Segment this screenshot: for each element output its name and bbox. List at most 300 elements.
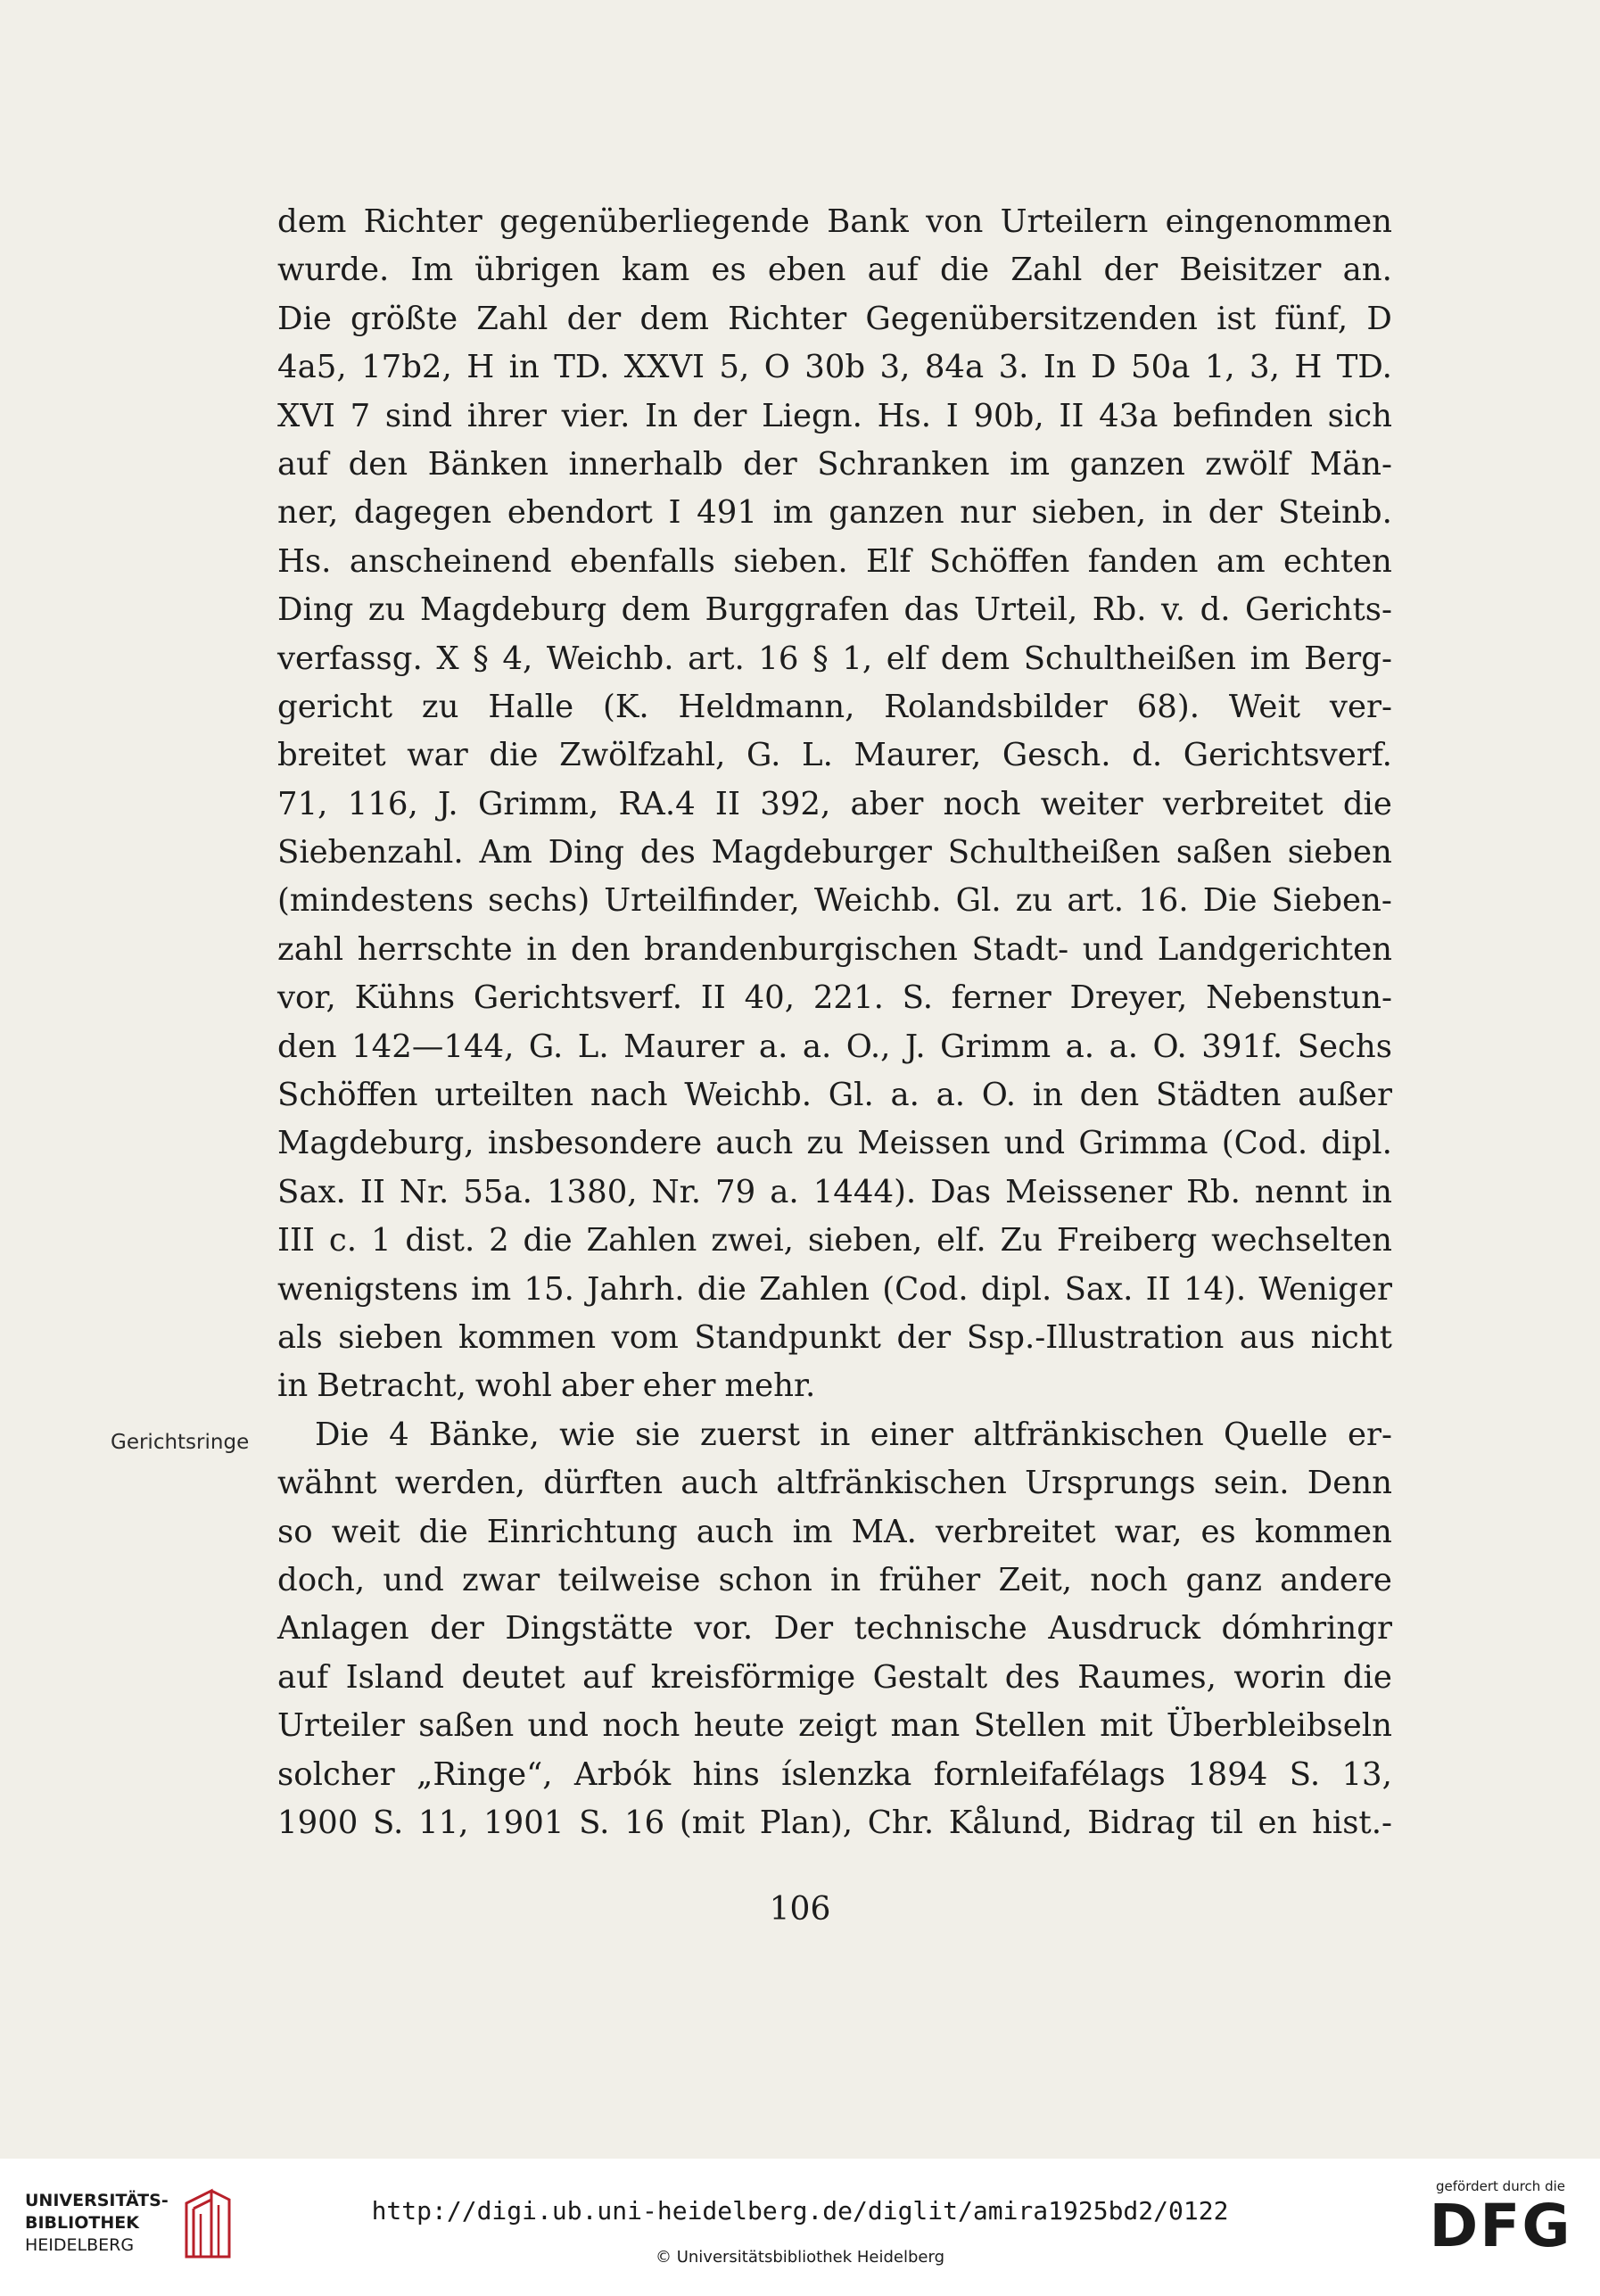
word: O. <box>981 1077 1017 1114</box>
word: der <box>692 397 747 434</box>
word: nach <box>590 1077 668 1114</box>
word: anscheinend <box>349 542 552 580</box>
word: Rb. <box>1186 1173 1241 1210</box>
word: das <box>903 591 960 629</box>
word: zuerst <box>699 1416 800 1453</box>
word: den <box>570 930 631 968</box>
word: Schultheißen <box>947 834 1161 871</box>
text-line <box>277 246 1392 294</box>
word: Nr. <box>651 1173 702 1210</box>
word: im <box>471 1270 512 1308</box>
word: eher <box>642 1367 716 1405</box>
word: „Ringe“, <box>416 1755 553 1793</box>
word: verfassg. <box>277 640 423 677</box>
word: und <box>383 1561 444 1598</box>
library-name-line: HEIDELBERG <box>25 2234 135 2255</box>
word: Schöffen <box>928 542 1070 580</box>
word: ner, <box>277 494 339 532</box>
word: Elf <box>866 542 911 580</box>
word: in <box>1361 1173 1392 1210</box>
word: des <box>639 834 696 871</box>
word: Grimma <box>1078 1125 1208 1162</box>
word: Raumes, <box>1077 1658 1216 1696</box>
word: verbreitet <box>1162 785 1324 822</box>
word: § <box>812 640 829 677</box>
word: elf. <box>936 1222 986 1259</box>
word: es <box>711 252 746 289</box>
word: Einrichtung <box>486 1513 678 1550</box>
word: 40, <box>744 979 796 1017</box>
word: Maurer <box>623 1028 745 1065</box>
word: war, <box>1114 1513 1183 1550</box>
word: sieben. <box>733 542 848 580</box>
word: II <box>1059 397 1085 434</box>
funder-block <box>1423 2178 1579 2259</box>
word: von <box>926 203 984 240</box>
text-line <box>277 1702 1392 1750</box>
word: aber <box>850 785 924 822</box>
word: ver- <box>1329 688 1392 725</box>
word: am <box>1216 542 1266 580</box>
word: 50a <box>1131 349 1191 386</box>
word: Gegenübersitzenden <box>865 300 1198 337</box>
word: Grimm <box>940 1028 1052 1065</box>
word: die <box>489 737 539 774</box>
word: nennt <box>1254 1173 1348 1210</box>
word: Dreyer, <box>1069 979 1188 1017</box>
text-line <box>277 926 1392 974</box>
word: zahl <box>277 930 344 968</box>
word: 90b, <box>973 397 1044 434</box>
word: heute <box>693 1707 785 1745</box>
word: nicht <box>1310 1318 1392 1356</box>
library-name-line: UNIVERSITÄTS- <box>25 2190 169 2210</box>
word: auf <box>277 445 329 483</box>
text-line <box>277 1169 1392 1217</box>
word: noch <box>602 1707 680 1745</box>
word: § <box>473 640 489 677</box>
text-line <box>277 780 1392 829</box>
word: hist.- <box>1312 1804 1392 1841</box>
word: 15. <box>524 1270 574 1308</box>
word: sieben <box>338 1318 443 1356</box>
word: Weniger <box>1258 1270 1392 1308</box>
word: Schöffen <box>277 1077 418 1114</box>
word: Quelle <box>1224 1416 1328 1453</box>
word: 392, <box>760 785 831 822</box>
word: Ssp.-Illustration <box>966 1318 1225 1356</box>
word: ganzen <box>829 494 944 532</box>
word: Zahlen <box>759 1270 870 1308</box>
text-line <box>277 1654 1392 1702</box>
word: außer <box>1298 1077 1392 1114</box>
word: Magdeburger <box>711 834 932 871</box>
word: ebendort <box>507 494 653 532</box>
word: S. <box>1289 1755 1321 1793</box>
word: vor. <box>694 1610 754 1648</box>
word: sie <box>635 1416 680 1453</box>
word: c. <box>328 1222 358 1259</box>
text-line <box>277 441 1392 489</box>
word: O <box>763 349 790 386</box>
word: 142—144, <box>351 1028 515 1065</box>
word: 68). <box>1136 688 1200 725</box>
page-number: 106 <box>769 1891 831 1928</box>
word: im <box>1249 640 1291 677</box>
word: verbreitet <box>935 1513 1096 1550</box>
word: 1900 <box>277 1804 359 1841</box>
word: gegenüberliegende <box>499 203 810 240</box>
word: wähnt <box>277 1465 377 1502</box>
word: zu <box>367 591 406 629</box>
word: Burggrafen <box>705 591 890 629</box>
word: Meissener <box>1005 1173 1173 1210</box>
word: a. <box>890 1077 920 1114</box>
word: Gerichtsverf. <box>473 979 683 1017</box>
word: Berg- <box>1304 640 1392 677</box>
text-line <box>277 198 1392 246</box>
word: Urteil, <box>974 591 1078 629</box>
word: Hs. <box>877 397 932 434</box>
word: altfränkischen <box>973 1416 1204 1453</box>
word: zu <box>421 688 459 725</box>
word: auf <box>277 1658 329 1696</box>
word: dagegen <box>353 494 492 532</box>
word: dürften <box>543 1465 664 1502</box>
word: 30b <box>804 349 866 386</box>
word: innerhalb <box>568 445 723 483</box>
word: der <box>743 445 797 483</box>
word: sind <box>384 397 453 434</box>
word: Freiberg <box>1056 1222 1198 1259</box>
word: andere <box>1280 1561 1392 1598</box>
word: die <box>523 1222 573 1259</box>
body-text <box>277 198 1392 1847</box>
word: 2 <box>489 1222 509 1259</box>
word: 3, <box>1249 349 1280 386</box>
text-line <box>277 1266 1392 1314</box>
word: wenigstens <box>277 1270 458 1308</box>
word: die <box>418 1513 468 1550</box>
word: in <box>1161 494 1193 532</box>
text-line <box>277 343 1392 392</box>
word: Meissen <box>857 1125 991 1162</box>
word: Steinb. <box>1278 494 1392 532</box>
word: 1894 <box>1187 1755 1268 1793</box>
word: Städten <box>1155 1077 1282 1114</box>
word: und <box>1082 930 1144 968</box>
word: 3, <box>879 349 911 386</box>
word: ganz <box>1185 1561 1262 1598</box>
word: Die <box>277 300 332 337</box>
word: S. <box>373 1804 404 1841</box>
word: 79 <box>715 1173 756 1210</box>
word: Liegn. <box>762 397 862 434</box>
word: Nr. <box>399 1173 449 1210</box>
word: insbesondere <box>487 1125 703 1162</box>
word: íslenzka <box>781 1755 912 1793</box>
word: übrigen <box>474 252 600 289</box>
word: a. <box>770 1173 799 1210</box>
word: 1, <box>842 640 873 677</box>
text-line <box>277 392 1392 441</box>
word: II <box>700 979 726 1017</box>
word: der <box>430 1610 484 1648</box>
word: Das <box>930 1173 992 1210</box>
text-line <box>277 1314 1392 1362</box>
word: ferner <box>951 979 1052 1017</box>
word: Ding <box>548 834 625 871</box>
footer-bar <box>0 2159 1600 2296</box>
word: Nebenstun- <box>1206 979 1392 1017</box>
word: Jahrh. <box>587 1270 685 1308</box>
word: O. <box>1152 1028 1187 1065</box>
word: Sax. <box>277 1173 346 1210</box>
word: die <box>940 252 990 289</box>
word: Überbleibseln <box>1166 1707 1392 1745</box>
permalink-url[interactable]: http://digi.ub.uni-heidelberg.de/diglit/amira1925bd2/0122 <box>371 2196 1229 2226</box>
word: Gesch. <box>1002 737 1111 774</box>
word: Richter <box>363 203 482 240</box>
word: zwei, <box>711 1222 794 1259</box>
text-line <box>277 1605 1392 1653</box>
word: und <box>527 1707 589 1745</box>
word: doch, <box>277 1561 366 1598</box>
word: den <box>348 445 408 483</box>
word: den <box>1079 1077 1140 1114</box>
word: D <box>1091 349 1117 386</box>
text-line <box>277 683 1392 731</box>
word: In <box>1043 349 1076 386</box>
word: teilweise <box>557 1561 701 1598</box>
word: Zu <box>1000 1222 1043 1259</box>
word: 116, <box>347 785 418 822</box>
word: J. <box>437 785 458 822</box>
word: deutet <box>461 1658 565 1696</box>
text-line <box>277 1411 1392 1459</box>
word: auf <box>582 1658 634 1696</box>
word: 4, <box>502 640 533 677</box>
word: L. <box>577 1028 609 1065</box>
word: Chr. <box>867 1804 935 1841</box>
word: im <box>792 1513 833 1550</box>
word: elf <box>886 640 928 677</box>
text-line <box>277 1508 1392 1557</box>
word: technische <box>854 1610 1027 1648</box>
word: Stellen <box>973 1707 1086 1745</box>
word: urteilten <box>434 1077 574 1114</box>
word: Bank <box>827 203 909 240</box>
text-line <box>277 1071 1392 1119</box>
word: art. <box>688 640 745 677</box>
word: 391f. <box>1201 1028 1283 1065</box>
word: in <box>820 1416 851 1453</box>
word: der <box>566 300 622 337</box>
word: der <box>1208 494 1263 532</box>
word: H <box>1294 349 1323 386</box>
word: und <box>1003 1125 1066 1162</box>
word: Island <box>345 1658 445 1696</box>
word: O., <box>845 1028 891 1065</box>
word: eben <box>767 252 846 289</box>
word: d. <box>1132 737 1163 774</box>
word: Rb. <box>1092 591 1147 629</box>
word: Die <box>1202 882 1258 920</box>
word: herrschte <box>357 930 513 968</box>
copyright-note: © Universitätsbibliothek Heidelberg <box>655 2248 944 2267</box>
word: es <box>1200 1513 1236 1550</box>
word: echten <box>1283 542 1392 580</box>
text-line <box>277 295 1392 343</box>
text-line <box>277 1023 1392 1071</box>
word: in <box>277 1367 309 1405</box>
text-line <box>277 1459 1392 1507</box>
word: III <box>277 1222 316 1259</box>
word: den <box>277 1028 337 1065</box>
word: (mindestens <box>277 882 474 920</box>
word: TD. <box>554 349 610 386</box>
word: fünf, <box>1274 300 1348 337</box>
word: Bidrag <box>1087 1804 1196 1841</box>
word: sich <box>1327 397 1392 434</box>
word: vor, <box>277 979 336 1017</box>
word: RA.4 <box>618 785 696 822</box>
word: einer <box>870 1416 953 1453</box>
word: kommen <box>1254 1513 1392 1550</box>
word: kreisförmige <box>650 1658 856 1696</box>
word: 11, <box>417 1804 469 1841</box>
word: sieben, <box>1031 494 1147 532</box>
word: er- <box>1347 1416 1392 1453</box>
word: zeigt <box>798 1707 878 1745</box>
word: 16. <box>1138 882 1189 920</box>
word: man <box>890 1707 961 1745</box>
word: fanden <box>1087 542 1199 580</box>
word: X <box>436 640 459 677</box>
text-line <box>277 1751 1392 1799</box>
word: Am <box>479 834 532 871</box>
word: (Cod. <box>882 1270 969 1308</box>
word: brandenburgischen <box>644 930 958 968</box>
word: Weit <box>1228 688 1301 725</box>
word: XVI <box>277 397 335 434</box>
word: saßen <box>1175 834 1272 871</box>
word: Urteilern <box>1000 203 1149 240</box>
dfg-logo[interactable]: DFG <box>1429 2192 1572 2260</box>
word: weit <box>331 1513 400 1550</box>
word: Gerichts- <box>1245 591 1392 629</box>
text-line <box>277 877 1392 925</box>
word: Halle <box>488 688 574 725</box>
word: Magdeburg, <box>277 1125 474 1162</box>
word: 3. <box>998 349 1029 386</box>
word: Kühns <box>354 979 456 1017</box>
word: Bänken <box>427 445 549 483</box>
word: dem <box>277 203 347 240</box>
word: 14). <box>1183 1270 1247 1308</box>
word: I <box>945 397 959 434</box>
word: a. <box>802 1028 832 1065</box>
word: so <box>277 1513 313 1550</box>
word: als <box>277 1318 323 1356</box>
word: altfränkischen <box>776 1465 1007 1502</box>
word: solcher <box>277 1755 395 1793</box>
word: sieben <box>1287 834 1392 871</box>
word: Bänke, <box>428 1416 540 1453</box>
word: Beisitzer <box>1179 252 1322 289</box>
word: an. <box>1342 252 1392 289</box>
word: sieben, <box>807 1222 923 1259</box>
word: Ding <box>277 591 354 629</box>
word: in <box>526 930 557 968</box>
word: art. <box>1067 882 1125 920</box>
word: kommen <box>458 1318 597 1356</box>
word: Landgerichten <box>1157 930 1392 968</box>
word: til <box>1209 1804 1243 1841</box>
word: 7 <box>350 397 371 434</box>
word: II <box>359 1173 385 1210</box>
word: Zahl <box>1010 252 1083 289</box>
word: in <box>508 349 540 386</box>
word: wechselten <box>1211 1222 1392 1259</box>
word: Zahlen <box>586 1222 697 1259</box>
word: Weichb. <box>813 882 942 920</box>
word: die <box>1342 1658 1392 1696</box>
word: früher <box>878 1561 981 1598</box>
word: Rolandsbilder <box>884 688 1108 725</box>
word: Betracht, <box>317 1367 466 1405</box>
word: breitet <box>277 737 386 774</box>
word: Der <box>773 1610 834 1648</box>
word: dist. <box>405 1222 475 1259</box>
word: en <box>1258 1804 1298 1841</box>
text-line <box>277 1362 1392 1410</box>
word: saßen <box>418 1707 515 1745</box>
word: auf <box>867 252 919 289</box>
word: II <box>714 785 740 822</box>
word: gericht <box>277 688 393 725</box>
text-line <box>277 829 1392 877</box>
word: ganzen <box>1069 445 1185 483</box>
text-line <box>277 489 1392 537</box>
word: die <box>1342 785 1392 822</box>
word: des <box>1004 1658 1060 1696</box>
word: dómhringr <box>1221 1610 1392 1648</box>
word: dem <box>639 300 709 337</box>
word: v. <box>1160 591 1186 629</box>
word: S. <box>579 1804 610 1841</box>
word: aber <box>560 1367 634 1405</box>
word: zwölf <box>1205 445 1291 483</box>
text-line <box>277 586 1392 634</box>
word: (mit <box>679 1804 746 1841</box>
word: 4a5, <box>277 349 347 386</box>
word: auch <box>680 1465 759 1502</box>
text-line <box>277 538 1392 586</box>
word: 491 <box>697 494 757 532</box>
word: Schultheißen <box>1023 640 1237 677</box>
word: Weichb. <box>546 640 674 677</box>
word: Magdeburg <box>419 591 607 629</box>
word: der <box>896 1318 952 1356</box>
word: Zwölfzahl, <box>559 737 726 774</box>
text-line <box>277 1217 1392 1265</box>
word: G. <box>746 737 781 774</box>
word: Heldmann, <box>678 688 855 725</box>
word: L. <box>802 737 833 774</box>
word: dem <box>940 640 1010 677</box>
word: kam <box>621 252 690 289</box>
